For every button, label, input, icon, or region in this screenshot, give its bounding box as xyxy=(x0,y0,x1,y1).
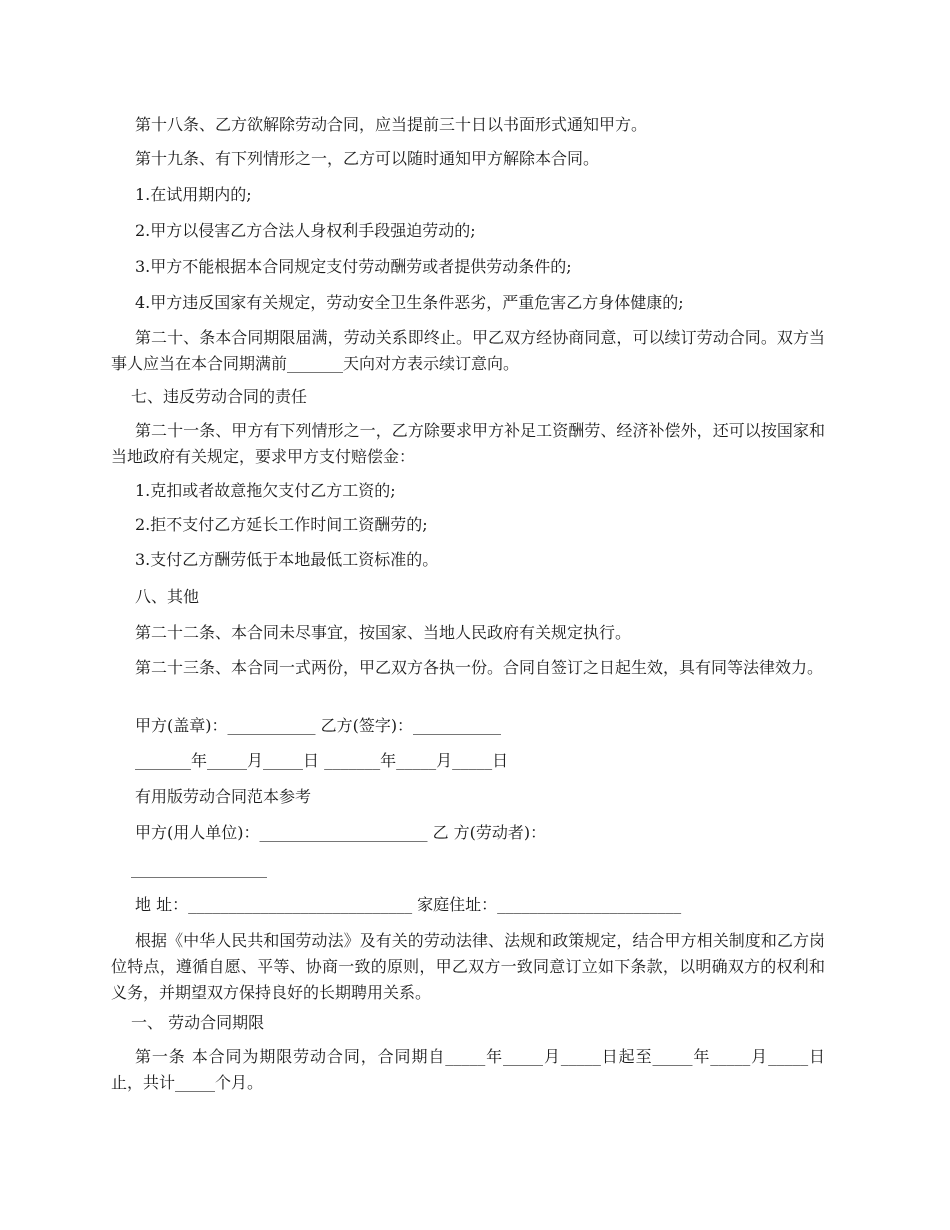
signature-line: 甲方(盖章)：___________ 乙方(签字)：___________ xyxy=(135,716,502,735)
parties-line: 甲方(用人单位)：_____________________ 乙 方(劳动者)： xyxy=(135,823,547,842)
clause-19: 第十九条、有下列情形之一，乙方可以随时通知甲方解除本合同。 xyxy=(135,149,600,168)
clause-1: 第一条 本合同为期限劳动合同，合同期自_____年_____月_____日起至_____年_____月_____日止，共计_____个月。 xyxy=(111,1047,825,1092)
clause-21: 第二十一条、甲方有下列情形之一，乙方除要求甲方补足工资酬劳、经济补偿外，还可以按国家和当地政府有关规定，要求甲方支付赔偿金： xyxy=(111,421,825,466)
section-heading-1: 一、 劳动合同期限 xyxy=(131,1013,265,1032)
template-title: 有用版劳动合同范本参考 xyxy=(135,787,312,806)
preamble: 根据《中华人民共和国劳动法》及有关的劳动法律、法规和政策规定，结合甲方相关制度和乙方岗位特点，遵循自愿、平等、协商一致的原则，甲乙双方一致同意订立如下条款，以明确双方的权利和义务，并期望双方保持良好的长期聘用关系。 xyxy=(111,931,825,1002)
list-item: 1.在试用期内的; xyxy=(135,185,252,204)
list-item: 1.克扣或者故意拖欠支付乙方工资的; xyxy=(135,481,396,500)
list-item: 2.拒不支付乙方延长工作时间工资酬劳的; xyxy=(135,515,428,534)
section-heading-7: 七、违反劳动合同的责任 xyxy=(131,387,308,406)
list-item: 2.甲方以侵害乙方合法人身权利手段强迫劳动的; xyxy=(135,221,476,240)
blank-line: _________________ xyxy=(131,859,267,878)
list-item: 3.支付乙方酬劳低于本地最低工资标准的。 xyxy=(135,550,439,569)
list-item: 4.甲方违反国家有关规定，劳动安全卫生条件恶劣，严重危害乙方身体健康的; xyxy=(135,293,684,312)
section-heading-8: 八、其他 xyxy=(135,587,200,606)
date-line: _______年_____月_____日 _______年_____月_____日 xyxy=(135,751,509,770)
clause-20: 第二十、条本合同期限届满，劳动关系即终止。甲乙双方经协商同意，可以续订劳动合同。双方当事人应当在本合同期满前_______天向对方表示续订意向。 xyxy=(111,328,825,373)
clause-18: 第十八条、乙方欲解除劳动合同，应当提前三十日以书面形式通知甲方。 xyxy=(135,115,648,134)
list-item: 3.甲方不能根据本合同规定支付劳动酬劳或者提供劳动条件的; xyxy=(135,257,572,276)
address-line: 地 址：____________________________ 家庭住址：_______________________ xyxy=(135,895,682,914)
clause-23: 第二十三条、本合同一式两份，甲乙双方各执一份。合同自签订之日起生效，具有同等法律效力。 xyxy=(135,658,824,677)
clause-22: 第二十二条、本合同未尽事宜，按国家、当地人民政府有关规定执行。 xyxy=(135,623,632,642)
